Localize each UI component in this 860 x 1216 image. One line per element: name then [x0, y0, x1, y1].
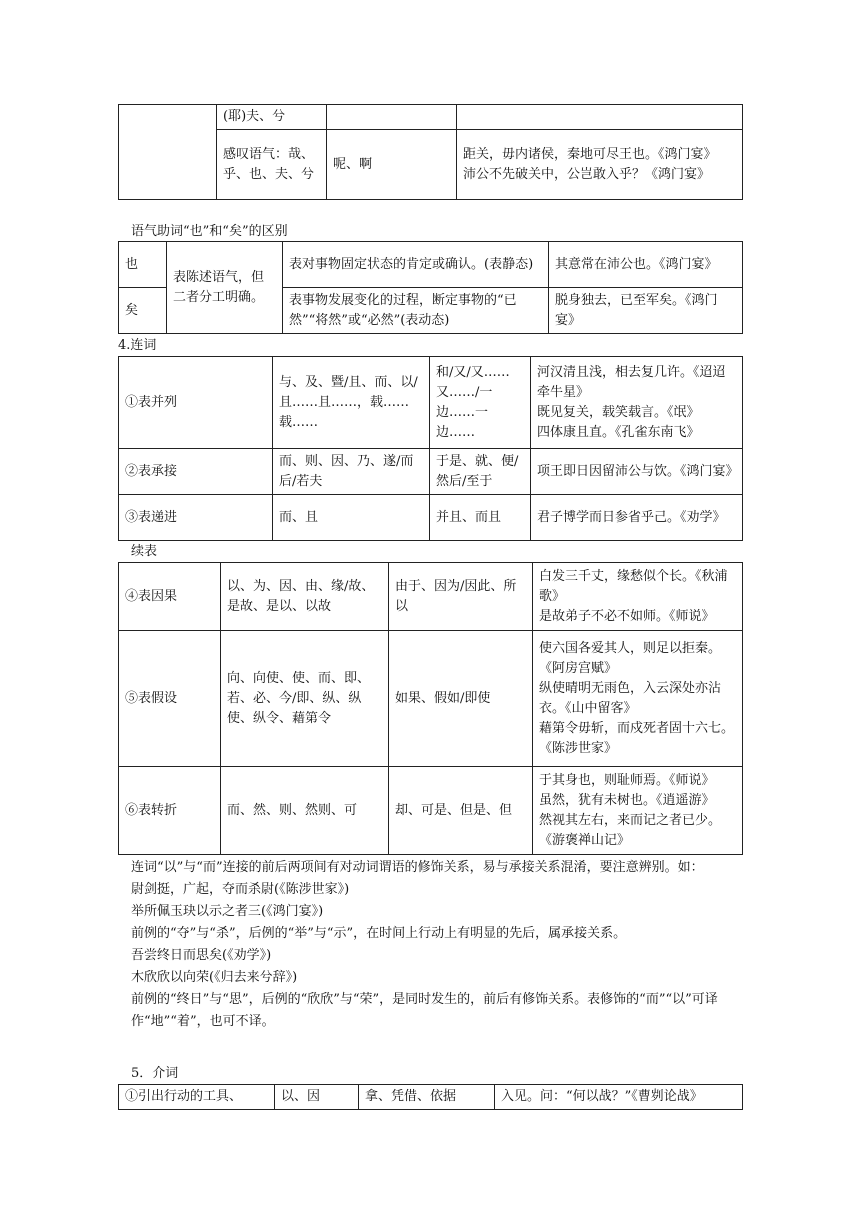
type-cell: ③表递进: [119, 495, 273, 541]
modern-cell: 和/又/又……又……/一边……一边……: [430, 357, 531, 449]
section-title-ye-yi: 语气助词“也”和“矣”的区别: [131, 224, 288, 239]
note-paragraph: 吾尝终日而思矣(《劝学》): [131, 948, 272, 963]
modern-cell: 并且、而且: [430, 495, 531, 541]
table-cell: (耶)夫、兮: [217, 105, 327, 130]
words-cell: 与、及、暨/且、而、以/且……且……，载……载……: [273, 357, 430, 449]
table-ye-yi: [118, 241, 743, 334]
type-cell: ⑤表假设: [119, 631, 221, 767]
table-cell: 呢、啊: [327, 130, 457, 200]
examples-cell: 白发三千丈，缘愁似个长。《秋浦歌》 是故弟子不必不如师。《师说》: [533, 563, 743, 631]
type-cell: ②表承接: [119, 449, 273, 495]
examples-cell: 河汉清且浅，相去复几许。《迢迢牵牛星》 既见复关，载笑载言。《氓》 四体康且直。《孔雀东南飞》: [531, 357, 743, 449]
section-title-conj: 4.连词: [118, 338, 157, 353]
notes-block: [131, 857, 743, 1033]
section-title-continued: 续表: [131, 544, 158, 559]
examples-cell: 使六国各爱其人，则足以拒秦。《阿房宫赋》 纵使晴明无雨色，入云深处亦沾衣。《山中留客》 藉第令毋斩，而戍死者固十六七。《陈涉世家》: [533, 631, 743, 767]
word-cell: 矣: [119, 288, 167, 334]
examples-cell: 入见。问：“何以战？”《曹刿论战》: [495, 1085, 743, 1110]
table-prepositions: [118, 1084, 743, 1110]
modern-cell: 却、可是、但是、但: [389, 767, 533, 855]
words-cell: 以、为、因、由、缘/故、是故、是以、以故: [221, 563, 389, 631]
type-cell: ①引出行动的工具、: [119, 1085, 275, 1110]
note-paragraph: 木欣欣以向荣(《归去来兮辞》): [131, 970, 298, 985]
modern-cell: 拿、凭借、依据: [359, 1085, 495, 1110]
words-cell: 以、因: [275, 1085, 359, 1110]
desc-cell: 表事物发展变化的过程，断定事物的“已然”“将然”或“必然”(表动态): [283, 288, 549, 334]
word-cell: 也: [119, 242, 167, 288]
words-cell: 向、向使、使、而、即、若、必、今/即、纵、纵使、纵令、藉第令: [221, 631, 389, 767]
table-row: [119, 105, 743, 130]
table-row: [119, 242, 743, 288]
example-cell: 脱身独去，已至军矣。《鸿门宴》: [549, 288, 743, 334]
examples-cell: 于其身也，则耻师焉。《师说》 虽然，犹有未树也。《逍遥游》 然视其左右，来而记之者已少。《游褒禅山记》: [533, 767, 743, 855]
table-row: [119, 563, 743, 631]
examples-cell: 君子博学而日参省乎己。《劝学》: [531, 495, 743, 541]
note-paragraph: 前例的“终日”与“思”，后例的“欣欣”与“荣”，是同时发生的，前后有修饰关系。表修饰的“而”“以”可译作“地”“着”，也可不译。: [131, 992, 718, 1029]
shared-cell: 表陈述语气，但二者分工明确。: [167, 242, 283, 334]
type-cell: ④表因果: [119, 563, 221, 631]
table-row: [119, 495, 743, 541]
modern-cell: 于是、就、便/然后/至于: [430, 449, 531, 495]
desc-cell: 表对事物固定状态的肯定或确认。(表静态): [283, 242, 549, 288]
words-cell: 而、然、则、然则、可: [221, 767, 389, 855]
table-row: [119, 357, 743, 449]
modern-cell: 由于、因为/因此、所以: [389, 563, 533, 631]
table-row: [119, 1085, 743, 1110]
example-cell: 其意常在沛公也。《鸿门宴》: [549, 242, 743, 288]
words-cell: 而、则、因、乃、遂/而后/若夫: [273, 449, 430, 495]
type-cell: ⑥表转折: [119, 767, 221, 855]
section-title-prep: 5．介词: [131, 1066, 179, 1081]
table-cell: [119, 105, 217, 200]
modern-cell: 如果、假如/即使: [389, 631, 533, 767]
table-cell: [327, 105, 457, 130]
table-conjunctions: [118, 356, 743, 541]
table-row: [119, 767, 743, 855]
table-cell: [457, 105, 743, 130]
table-cell: 感叹语气：哉、乎、也、夫、兮: [217, 130, 327, 200]
note-paragraph: 前例的“夺”与“杀”，后例的“举”与“示”，在时间上行动上有明显的先后，属承接关系。: [131, 926, 627, 941]
table-particles-continued: [118, 104, 743, 200]
table-row: [119, 449, 743, 495]
note-paragraph: 举所佩玉玦以示之者三(《鸿门宴》): [131, 904, 324, 919]
note-paragraph: 连词“以”与“而”连接的前后两项间有对动词谓语的修饰关系，易与承接关系混淆，要注意辨别。如：: [131, 860, 704, 875]
table-conjunctions-continued: [118, 562, 743, 855]
examples-cell: 项王即日因留沛公与饮。《鸿门宴》: [531, 449, 743, 495]
table-row: [119, 631, 743, 767]
words-cell: 而、且: [273, 495, 430, 541]
table-cell: 距关，毋内诸侯，秦地可尽王也。《鸿门宴》 沛公不先破关中，公岂敢入乎？《鸿门宴》: [457, 130, 743, 200]
note-paragraph: 尉剑挺，广起，夺而杀尉(《陈涉世家》): [131, 882, 350, 897]
type-cell: ①表并列: [119, 357, 273, 449]
